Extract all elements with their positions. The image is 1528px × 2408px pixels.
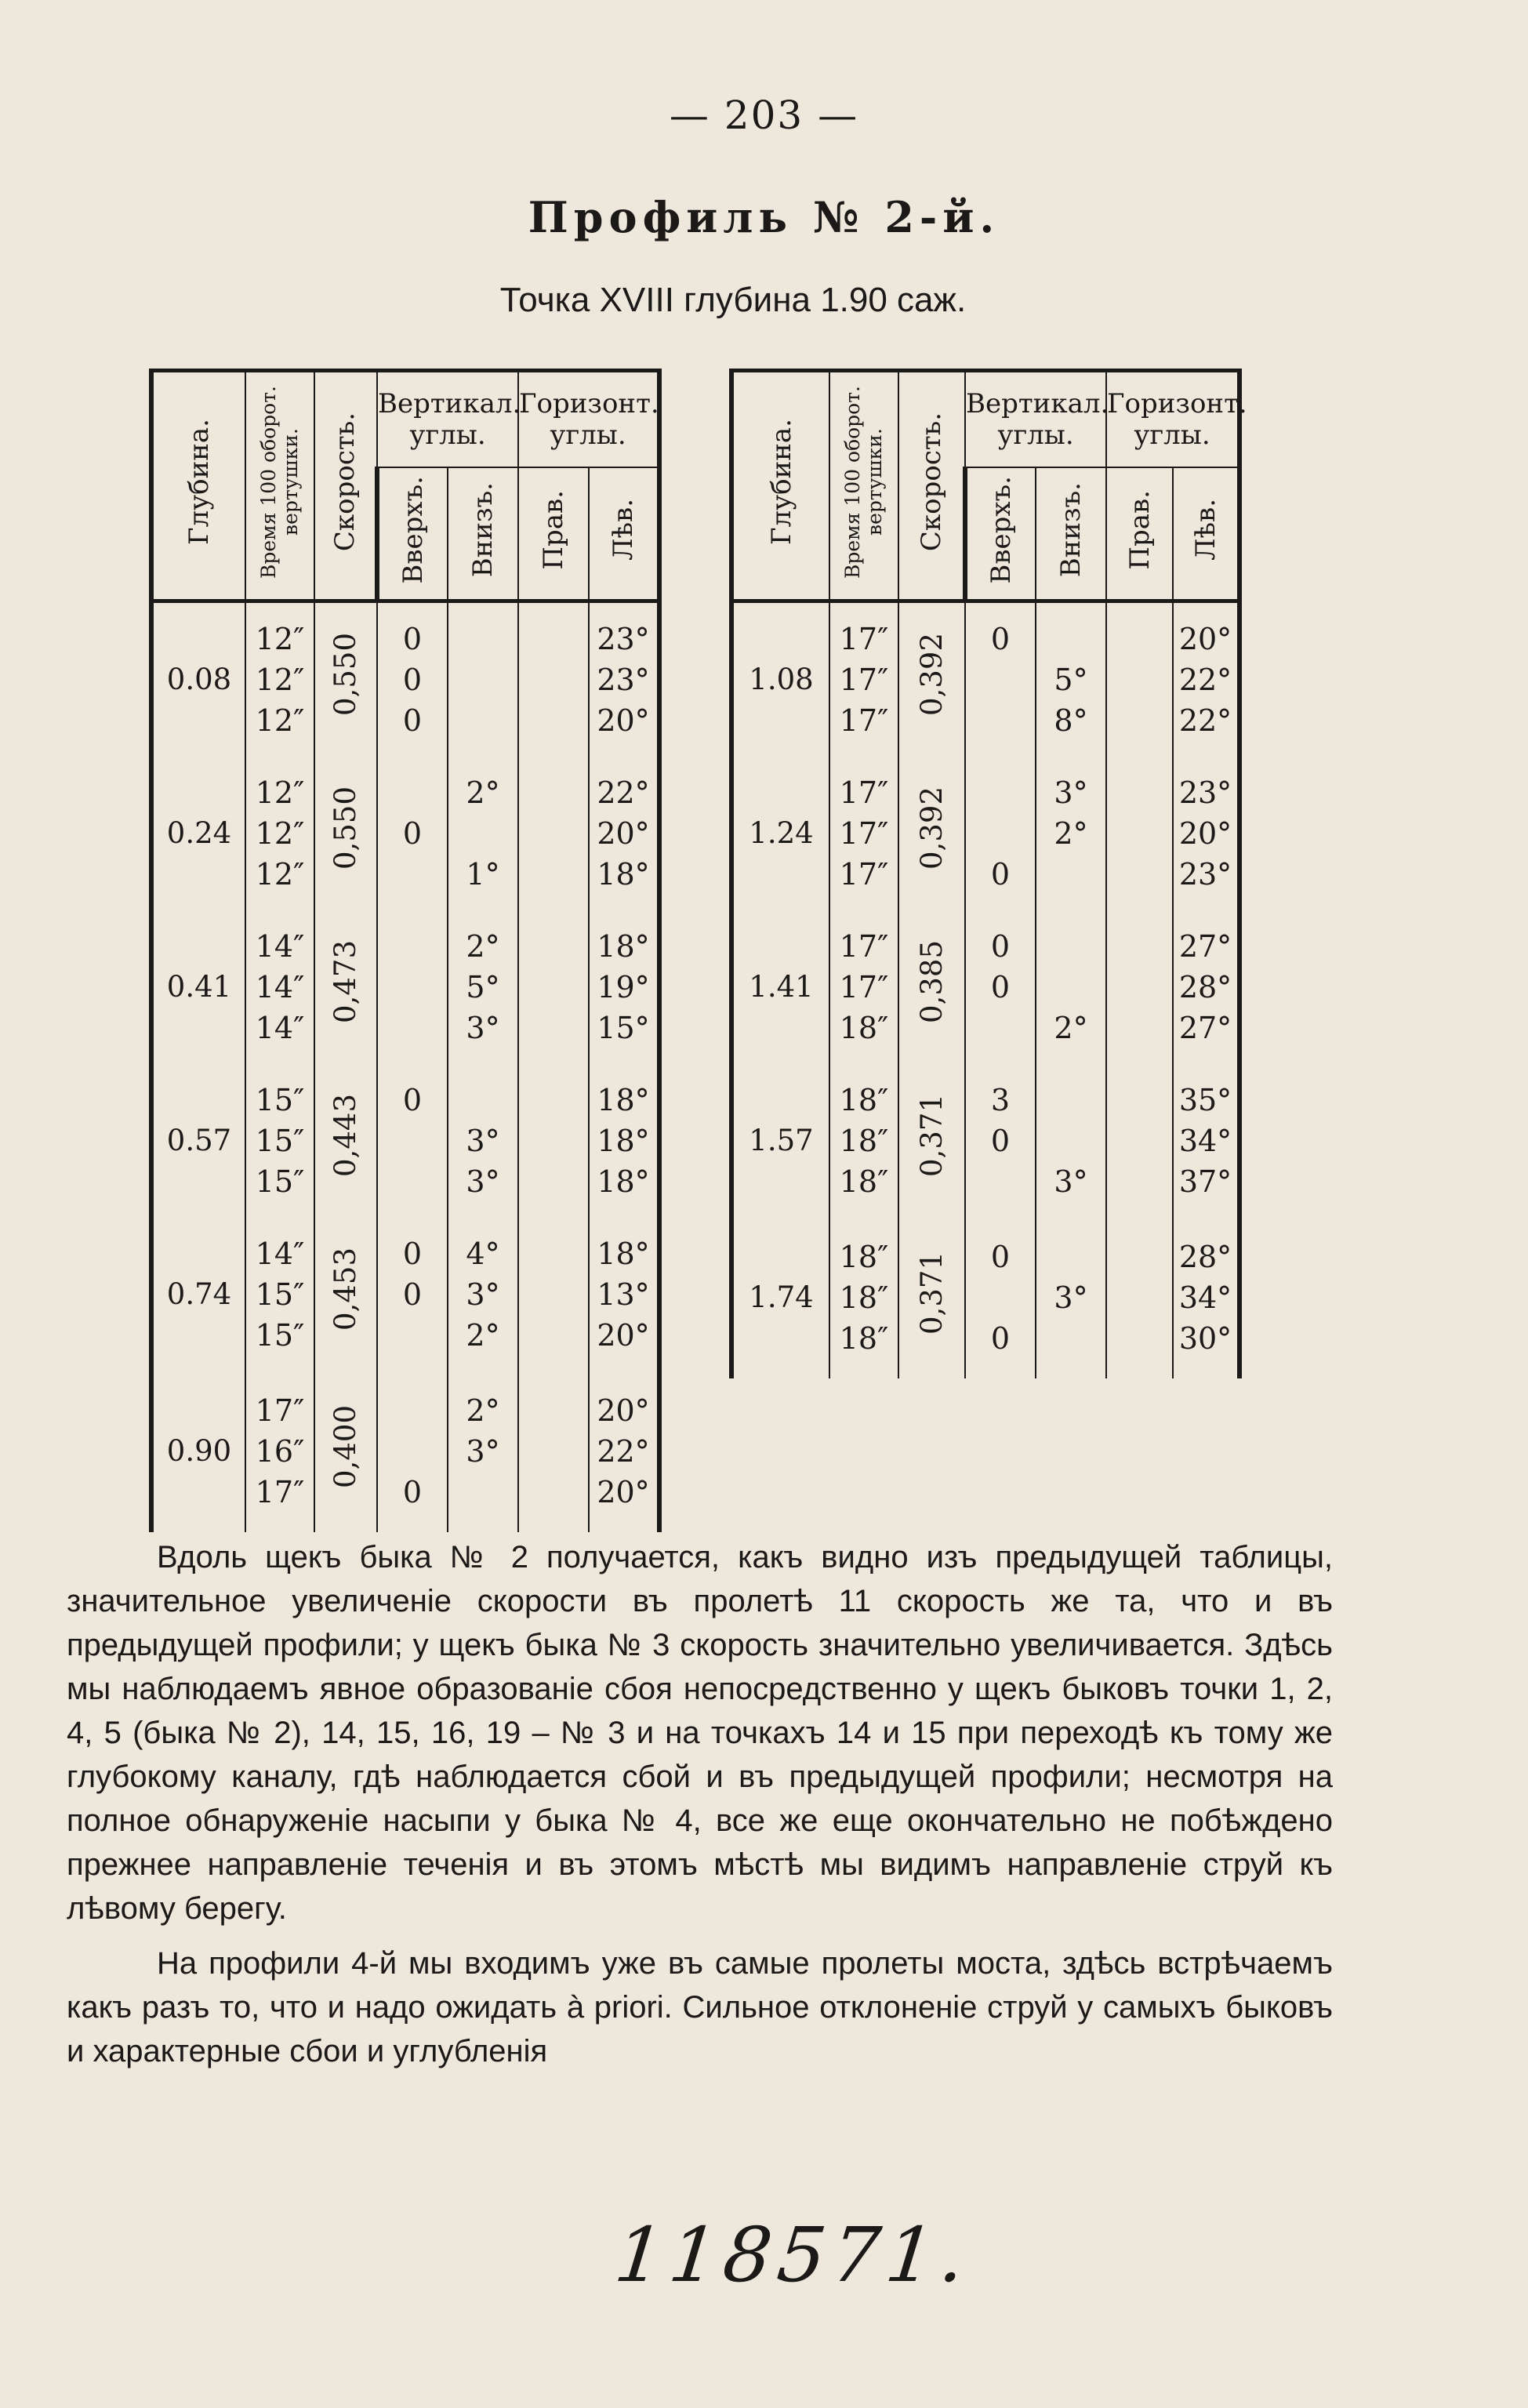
down-value (448, 700, 517, 741)
depth-cell: 1.08 (731, 601, 829, 757)
table-row (151, 757, 659, 910)
right-cell (518, 1064, 589, 1218)
up-value (378, 854, 447, 895)
up-value: 0 (990, 1321, 1011, 1356)
down-value: 3° (1054, 1164, 1088, 1199)
left-cell (589, 910, 659, 1064)
time-value: 17″ (839, 815, 889, 851)
speed-value: 0,385 (914, 940, 949, 1023)
down-value: 5° (466, 969, 500, 1004)
time-cell (245, 910, 314, 1064)
table-row (151, 1371, 659, 1532)
left-value: 20° (597, 1317, 650, 1353)
up-value: 0 (990, 928, 1011, 964)
up-value: 0 (990, 1240, 1011, 1274)
header-time: Время 100 оборот. вертушки. (257, 385, 302, 579)
time-value: 12″ (255, 775, 305, 810)
up-value (966, 1008, 1035, 1048)
up-value: 3 (990, 1082, 1011, 1117)
right-value (519, 700, 588, 741)
up-value: 0 (402, 621, 423, 656)
up-value (378, 1008, 447, 1048)
up-value (378, 1161, 447, 1202)
up-cell (965, 1064, 1036, 1218)
up-value (966, 772, 1035, 813)
right-value (519, 619, 588, 659)
up-value (966, 700, 1035, 741)
down-cell (1036, 1218, 1106, 1378)
page-number: — 203 — (669, 93, 859, 138)
table-row (731, 757, 1239, 910)
speed-value: 0,453 (328, 1248, 362, 1331)
time-value: 14″ (255, 1010, 305, 1045)
left-value: 34° (1178, 1123, 1232, 1158)
time-value: 18″ (839, 1164, 889, 1199)
speed-value: 0,371 (914, 1251, 949, 1335)
right-value (1107, 926, 1172, 967)
right-value (519, 1120, 588, 1161)
right-cell (518, 601, 589, 757)
speed-value: 0,473 (328, 940, 362, 1023)
down-value (1036, 1237, 1105, 1277)
speed-cell (898, 757, 965, 910)
left-value: 27° (1178, 928, 1232, 964)
down-value (1036, 1318, 1105, 1359)
up-value: 0 (402, 662, 423, 697)
header-down: Внизъ. (1055, 482, 1087, 578)
depth-cell: 1.24 (731, 757, 829, 910)
time-value: 18″ (839, 1321, 889, 1356)
depth-cell: 1.74 (731, 1218, 829, 1378)
time-cell (829, 910, 898, 1064)
up-value (966, 1161, 1035, 1202)
depth-cell: 0.24 (151, 757, 245, 910)
left-cell (589, 1218, 659, 1371)
time-value: 17″ (255, 1475, 305, 1509)
right-value (1107, 1080, 1172, 1120)
measurement-table-right (729, 369, 1247, 1378)
time-value: 14″ (255, 1236, 305, 1271)
right-value (519, 967, 588, 1008)
down-value: 8° (1054, 703, 1088, 738)
down-value: 2° (1054, 815, 1088, 851)
time-value: 15″ (255, 1123, 305, 1158)
up-value (966, 659, 1035, 700)
right-cell (1106, 601, 1173, 757)
time-cell (829, 1218, 898, 1378)
left-value: 22° (597, 1434, 650, 1469)
right-value (519, 1431, 588, 1472)
right-value (519, 926, 588, 967)
speed-cell (314, 1371, 377, 1532)
left-value: 20° (1178, 621, 1232, 656)
speed-cell (898, 601, 965, 757)
left-value: 18° (597, 1236, 650, 1271)
speed-cell (314, 601, 377, 757)
time-value: 12″ (255, 856, 305, 892)
page-title: Профиль № 2-й. (528, 192, 1000, 242)
table-row (731, 1218, 1239, 1378)
left-value: 18° (597, 1123, 650, 1158)
down-cell (1036, 1064, 1106, 1218)
down-value: 2° (466, 1393, 500, 1428)
time-value: 18″ (839, 1010, 889, 1045)
time-value: 17″ (839, 928, 889, 964)
right-cell (1106, 1218, 1173, 1378)
left-cell (589, 1371, 659, 1532)
up-value (378, 967, 447, 1008)
time-cell (829, 1064, 898, 1218)
down-value: 1° (466, 856, 500, 892)
left-cell (1173, 601, 1239, 757)
right-cell (1106, 1064, 1173, 1218)
up-cell (965, 757, 1036, 910)
down-value (448, 619, 517, 659)
header-right: Прав. (538, 489, 569, 570)
right-value (1107, 659, 1172, 700)
speed-value: 0,392 (914, 786, 949, 870)
speed-value: 0,550 (328, 633, 362, 716)
down-value (448, 659, 517, 700)
up-value: 0 (402, 703, 423, 738)
left-value: 18° (597, 1164, 650, 1199)
left-cell (1173, 1218, 1239, 1378)
up-cell (377, 1218, 448, 1371)
right-value (1107, 772, 1172, 813)
time-value: 12″ (255, 662, 305, 697)
header-right: Прав. (1123, 489, 1156, 570)
speed-cell (314, 1218, 377, 1371)
left-value: 35° (1178, 1082, 1232, 1117)
paragraph: На профили 4-й мы входимъ уже въ самые пролеты моста, здѣсь встрѣчаемъ какъ разъ то, что и надо ожидать à priori. Сильное отклоненiе струй у самыхъ быковъ и характерные сбои и углубленiя (67, 1946, 1333, 2068)
left-cell (1173, 1064, 1239, 1218)
time-value: 17″ (839, 662, 889, 697)
left-value: 15° (597, 1010, 650, 1045)
speed-cell (314, 1064, 377, 1218)
down-value (1036, 1120, 1105, 1161)
up-value (378, 1120, 447, 1161)
right-cell (1106, 910, 1173, 1064)
left-cell (1173, 757, 1239, 910)
left-value: 13° (597, 1277, 650, 1312)
right-value (1107, 619, 1172, 659)
down-value: 2° (1054, 1010, 1088, 1045)
time-cell (245, 757, 314, 910)
down-cell (448, 1371, 518, 1532)
right-cell (518, 757, 589, 910)
time-cell (829, 757, 898, 910)
right-value (1107, 854, 1172, 895)
time-value: 17″ (839, 775, 889, 810)
left-value: 18° (597, 856, 650, 892)
table-row (151, 910, 659, 1064)
left-cell (589, 601, 659, 757)
down-value: 2° (466, 775, 500, 810)
time-cell (245, 1371, 314, 1532)
down-cell (448, 1064, 518, 1218)
down-cell (1036, 757, 1106, 910)
depth-cell: 0.90 (151, 1371, 245, 1532)
time-value: 18″ (839, 1082, 889, 1117)
down-value: 3° (466, 1434, 500, 1469)
header-depth: Глубина. (765, 419, 797, 546)
left-value: 22° (1178, 703, 1232, 738)
speed-cell (898, 910, 965, 1064)
down-value: 5° (1054, 662, 1088, 697)
up-cell (965, 1218, 1036, 1378)
down-cell (448, 601, 518, 757)
depth-cell: 0.57 (151, 1064, 245, 1218)
right-value (519, 1315, 588, 1356)
right-value (519, 813, 588, 854)
right-cell (1106, 757, 1173, 910)
header-left: Лѣв. (1189, 499, 1221, 561)
down-value: 4° (466, 1236, 500, 1271)
right-value (1107, 1237, 1172, 1277)
speed-cell (314, 910, 377, 1064)
header-up: Вверхъ. (397, 475, 429, 584)
table-row (731, 910, 1239, 1064)
right-value (1107, 1161, 1172, 1202)
left-value: 18° (597, 1082, 650, 1117)
depth-cell: 0.41 (151, 910, 245, 1064)
up-cell (377, 601, 448, 757)
header-speed: Скорость. (329, 412, 361, 552)
header-vertical-angles: Вертикал. углы. (965, 371, 1106, 468)
left-value: 20° (597, 815, 650, 851)
right-value (519, 659, 588, 700)
left-cell (589, 757, 659, 910)
right-value (519, 772, 588, 813)
right-value (519, 1472, 588, 1513)
right-value (519, 1008, 588, 1048)
up-cell (377, 757, 448, 910)
right-value (519, 1274, 588, 1315)
time-value: 15″ (255, 1082, 305, 1117)
up-value: 0 (990, 621, 1011, 656)
left-value: 28° (1178, 969, 1232, 1004)
down-cell (448, 1218, 518, 1371)
down-value (448, 813, 517, 854)
speed-value: 0,392 (914, 633, 949, 716)
right-cell (518, 910, 589, 1064)
right-value (1107, 1318, 1172, 1359)
header-time: Время 100 оборот. вертушки. (841, 385, 886, 579)
speed-value: 0,371 (914, 1094, 949, 1177)
depth-cell: 0.74 (151, 1218, 245, 1371)
down-value (448, 1080, 517, 1120)
left-value: 19° (597, 969, 650, 1004)
left-cell (1173, 910, 1239, 1064)
speed-value: 0,400 (328, 1404, 362, 1488)
up-value (378, 1431, 447, 1472)
time-value: 15″ (255, 1164, 305, 1199)
right-value (1107, 700, 1172, 741)
header-vertical-angles: Вертикал. углы. (377, 371, 518, 468)
header-horizontal-angles: Горизонт. углы. (1106, 371, 1239, 468)
down-value: 2° (466, 1317, 500, 1353)
table-caption: Точка XVIII глубина 1.90 саж. (499, 281, 967, 319)
down-cell (1036, 910, 1106, 1064)
down-value (1036, 1080, 1105, 1120)
time-value: 17″ (839, 856, 889, 892)
right-value (519, 1390, 588, 1431)
speed-cell (898, 1218, 965, 1378)
left-value: 30° (1178, 1321, 1232, 1356)
right-cell (518, 1371, 589, 1532)
left-value: 27° (1178, 1010, 1232, 1045)
table-row (151, 601, 659, 757)
left-value: 20° (1178, 815, 1232, 851)
down-value (1036, 967, 1105, 1008)
time-value: 18″ (839, 1240, 889, 1274)
paragraph: Вдоль щекъ быка № 2 получается, какъ видно изъ предыдущей таблицы, значительное увеличенiе скорости въ пролетѣ 11 скорость же та, что и въ предыдущей профили; у щекъ быка № 3 скорость значительно увеличивается. Здѣсь мы наблюдаемъ явное образованiе сбоя непосредственно у щекъ быковъ точки 1, 2, 4, 5 (быка № 2), 14, 15, 16, 19 – № 3 и на точкахъ 14 и 15 при переходѣ къ тому же глубокому каналу, гдѣ наблюдается сбой и въ предыдущей профили; несмотря на полное обнаруженiе насыпи у быка № 4, все же еще окончательно не побѣждено прежнее направленiе теченiя и въ этомъ мѣстѣ мы видимъ направленiе струй къ лѣвому берегу. (67, 1540, 1333, 1926)
left-cell (589, 1064, 659, 1218)
time-value: 15″ (255, 1317, 305, 1353)
down-value: 3° (466, 1277, 500, 1312)
up-value (378, 772, 447, 813)
time-cell (829, 601, 898, 757)
right-value (1107, 1277, 1172, 1318)
time-value: 16″ (255, 1434, 305, 1469)
right-value (519, 1233, 588, 1274)
up-value: 0 (402, 1236, 423, 1271)
header-down: Внизъ. (467, 482, 499, 578)
left-value: 23° (1178, 856, 1232, 892)
table-row (731, 1064, 1239, 1218)
down-value: 3° (1054, 1280, 1088, 1315)
right-value (1107, 1008, 1172, 1048)
time-value: 12″ (255, 815, 305, 851)
up-value: 0 (402, 1082, 423, 1117)
table-row (731, 601, 1239, 757)
left-value: 18° (597, 928, 650, 964)
time-value: 17″ (255, 1393, 305, 1428)
right-value (1107, 813, 1172, 854)
up-cell (965, 601, 1036, 757)
table-row (151, 1218, 659, 1371)
depth-cell: 1.41 (731, 910, 829, 1064)
up-value (378, 1315, 447, 1356)
down-value: 3° (466, 1010, 500, 1045)
header-up: Вверхъ. (985, 475, 1017, 584)
time-value: 18″ (839, 1280, 889, 1315)
up-cell (377, 1371, 448, 1532)
up-value: 0 (402, 1277, 423, 1312)
up-cell (377, 1064, 448, 1218)
time-value: 14″ (255, 928, 305, 964)
time-value: 14″ (255, 969, 305, 1004)
header-depth: Глубина. (183, 419, 215, 546)
table-row (151, 1064, 659, 1218)
time-cell (245, 1064, 314, 1218)
down-value (1036, 926, 1105, 967)
up-cell (965, 910, 1036, 1064)
up-value (966, 1277, 1035, 1318)
left-value: 28° (1178, 1240, 1232, 1274)
left-value: 34° (1178, 1280, 1232, 1315)
left-value: 23° (1178, 775, 1232, 810)
left-value: 20° (597, 1475, 650, 1509)
handwritten-inventory-number: 118571. (611, 2211, 975, 2299)
up-value (378, 926, 447, 967)
up-value: 0 (402, 1475, 423, 1509)
down-value (1036, 854, 1105, 895)
down-value (1036, 619, 1105, 659)
time-value: 12″ (255, 703, 305, 738)
up-value: 0 (402, 815, 423, 851)
down-value (448, 1472, 517, 1513)
speed-value: 0,443 (328, 1094, 362, 1177)
measurement-table-left (149, 369, 662, 1532)
down-value: 3° (466, 1164, 500, 1199)
down-cell (448, 757, 518, 910)
right-value (519, 854, 588, 895)
time-value: 17″ (839, 969, 889, 1004)
left-value: 20° (597, 1393, 650, 1428)
right-cell (518, 1218, 589, 1371)
down-value: 3° (1054, 775, 1088, 810)
speed-cell (898, 1064, 965, 1218)
time-value: 15″ (255, 1277, 305, 1312)
time-value: 18″ (839, 1123, 889, 1158)
header-horizontal-angles: Горизонт. углы. (518, 371, 659, 468)
header-left: Лѣв. (608, 499, 639, 561)
right-value (519, 1161, 588, 1202)
body-text (67, 1535, 1333, 2084)
up-value (378, 1390, 447, 1431)
left-value: 20° (597, 703, 650, 738)
time-cell (245, 1218, 314, 1371)
down-value: 2° (466, 928, 500, 964)
down-value: 3° (466, 1123, 500, 1158)
depth-cell: 0.08 (151, 601, 245, 757)
time-value: 17″ (839, 621, 889, 656)
up-cell (377, 910, 448, 1064)
right-value (519, 1080, 588, 1120)
right-value (1107, 967, 1172, 1008)
speed-cell (314, 757, 377, 910)
down-cell (1036, 601, 1106, 757)
down-cell (448, 910, 518, 1064)
left-value: 22° (597, 775, 650, 810)
header-speed: Скорость. (915, 412, 947, 552)
depth-cell: 1.57 (731, 1064, 829, 1218)
left-value: 23° (597, 662, 650, 697)
up-value: 0 (990, 969, 1011, 1004)
time-value: 12″ (255, 621, 305, 656)
time-value: 17″ (839, 703, 889, 738)
up-value: 0 (990, 1123, 1011, 1158)
time-cell (245, 601, 314, 757)
right-value (1107, 1120, 1172, 1161)
left-value: 22° (1178, 662, 1232, 697)
left-value: 37° (1178, 1164, 1232, 1199)
up-value (966, 813, 1035, 854)
speed-value: 0,550 (328, 786, 362, 870)
left-value: 23° (597, 621, 650, 656)
up-value: 0 (990, 856, 1011, 892)
